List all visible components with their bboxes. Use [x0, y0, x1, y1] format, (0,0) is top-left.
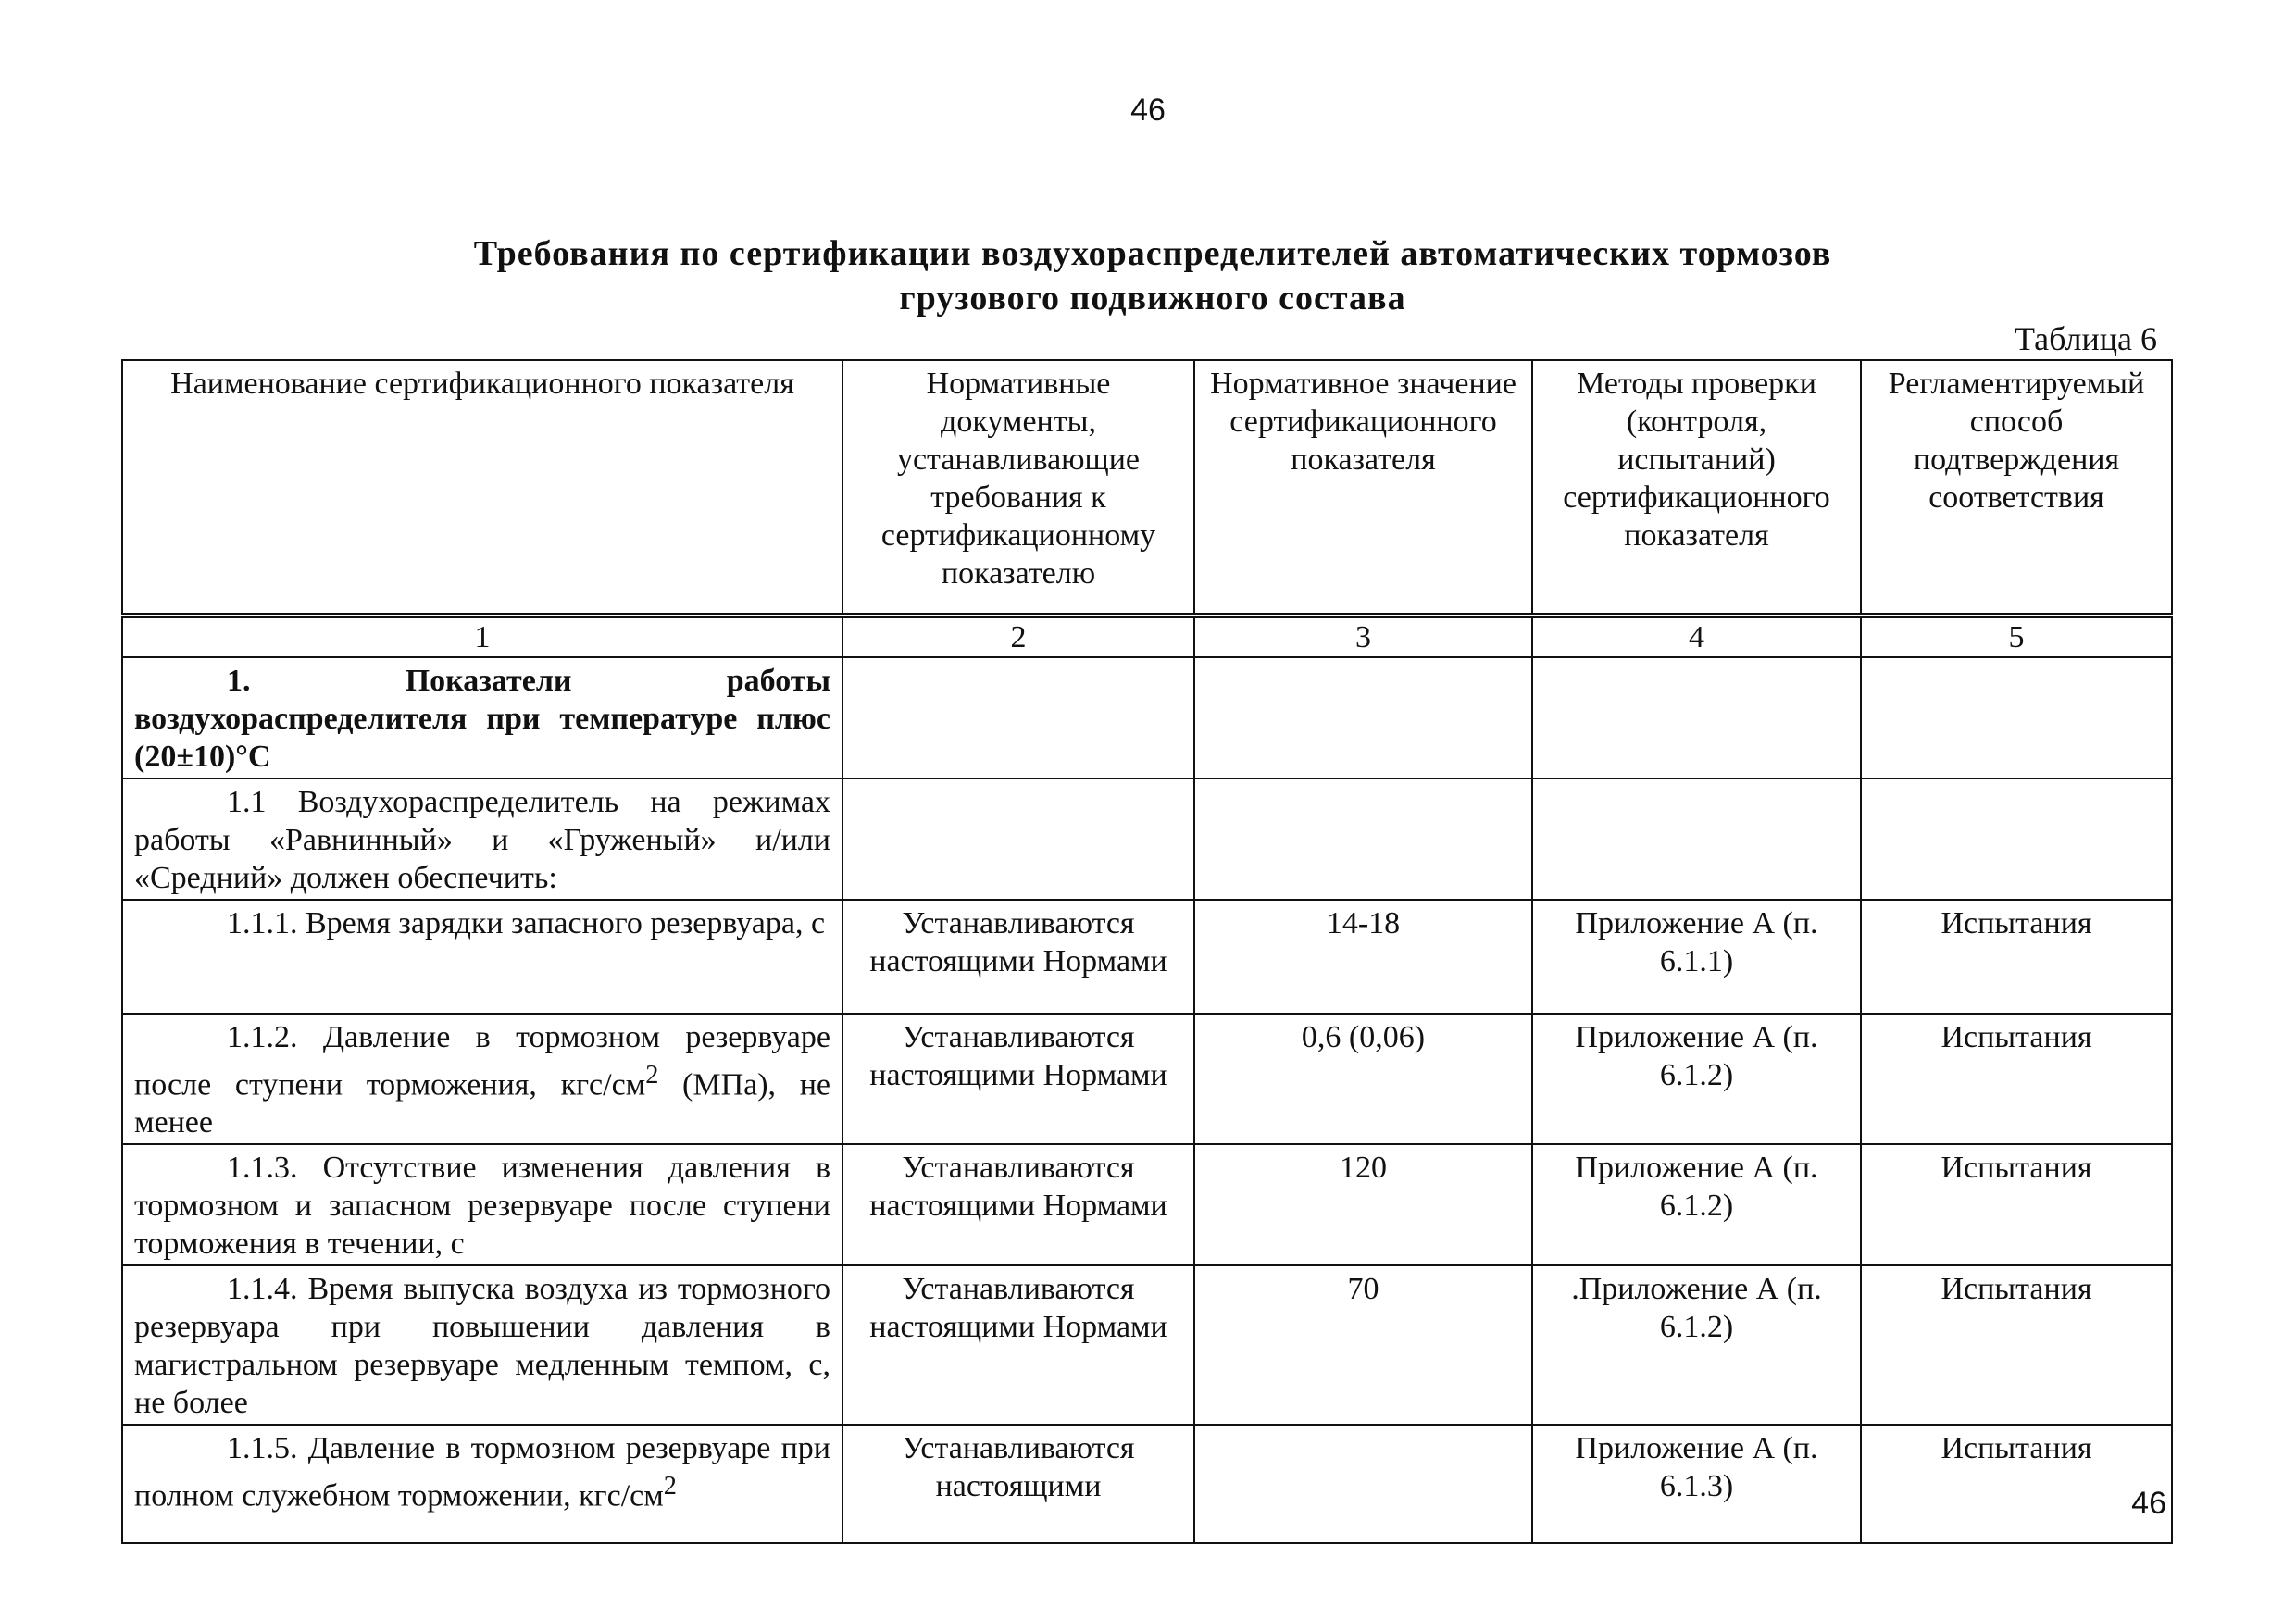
- empty-cell: [1861, 657, 2172, 778]
- value-cell: 70: [1194, 1265, 1532, 1425]
- intro-text: 1.1 Воздухораспределитель на режимах работы «Равнинный» и «Груженый» и/или «Средний» должен обеспечить:: [122, 778, 842, 900]
- empty-cell: [1532, 778, 1861, 900]
- page-number-top: 46: [1130, 93, 1166, 128]
- documents-cell: Устанавливаются настоящими: [842, 1425, 1194, 1543]
- empty-cell: [842, 657, 1194, 778]
- value-cell: 0,6 (0,06): [1194, 1014, 1532, 1144]
- column-number: 3: [1194, 616, 1532, 657]
- empty-cell: [1532, 657, 1861, 778]
- confirmation-cell: Испытания: [1861, 1265, 2172, 1425]
- column-number: 4: [1532, 616, 1861, 657]
- table-row: [122, 1265, 2172, 1425]
- indicator-cell: 1.1.2. Давление в тормозном резервуаре после ступени торможения, кгс/$см^2$ (МПа), не менее: [122, 1014, 842, 1144]
- table-row: [122, 1014, 2172, 1144]
- indicator-cell: 1.1.4. Время выпуска воздуха из тормозного резервуара при повышении давления в магистральном резервуаре медленным темпом, с, не более: [122, 1265, 842, 1425]
- table-row: [122, 1144, 2172, 1265]
- table-row: [122, 900, 2172, 1014]
- table-label: Таблица 6: [2015, 320, 2157, 357]
- value-cell: 120: [1194, 1144, 1532, 1265]
- method-cell: Приложение А (п. 6.1.1): [1532, 900, 1861, 1014]
- table-row: [122, 1425, 2172, 1543]
- title-line-1: Требования по сертификации воздухораспределителей автоматических тормозов: [473, 234, 1832, 273]
- title-line-2: грузового подвижного состава: [899, 279, 1406, 318]
- section-heading: 1. Показатели работы воздухораспределителя при температуре плюс (20±10)°С: [122, 657, 842, 778]
- header-indicator-name: Наименование сертификационного показателя: [122, 360, 842, 616]
- header-test-methods: Методы проверки (контроля, испытаний) сертификационного показателя: [1532, 360, 1861, 616]
- documents-cell: Устанавливаются настоящими Нормами: [842, 1265, 1194, 1425]
- empty-cell: [1861, 778, 2172, 900]
- documents-cell: Устанавливаются настоящими Нормами: [842, 1144, 1194, 1265]
- confirmation-cell: Испытания: [1861, 1425, 2172, 1543]
- header-confirmation-method: Регламентируемый способ подтверждения соответствия: [1861, 360, 2172, 616]
- documents-cell: Устанавливаются настоящими Нормами: [842, 900, 1194, 1014]
- header-normative-value: Нормативное значение сертификационного показателя: [1194, 360, 1532, 616]
- table-header-row: [122, 360, 2172, 616]
- page-number-bottom: 46: [2131, 1486, 2166, 1521]
- confirmation-cell: Испытания: [1861, 1144, 2172, 1265]
- header-normative-documents: Нормативные документы, устанавливающие требования к сертификационному показателю: [842, 360, 1194, 616]
- value-cell: [1194, 1425, 1532, 1543]
- indicator-cell: 1.1.1. Время зарядки запасного резервуара, с: [122, 900, 842, 1014]
- column-number: 1: [122, 616, 842, 657]
- document-title: [278, 231, 2028, 320]
- confirmation-cell: Испытания: [1861, 1014, 2172, 1144]
- method-cell: Приложение А (п. 6.1.3): [1532, 1425, 1861, 1543]
- indicator-cell: 1.1.5. Давление в тормозном резервуаре при полном служебном торможении, кгс/$см^2$: [122, 1425, 842, 1543]
- confirmation-cell: Испытания: [1861, 900, 2172, 1014]
- method-cell: Приложение А (п. 6.1.2): [1532, 1144, 1861, 1265]
- column-number: 2: [842, 616, 1194, 657]
- empty-cell: [1194, 657, 1532, 778]
- method-cell: Приложение А (п. 6.1.2): [1532, 1014, 1861, 1144]
- empty-cell: [1194, 778, 1532, 900]
- indicator-cell: 1.1.3. Отсутствие изменения давления в тормозном и запасном резервуаре после ступени торможения в течении, с: [122, 1144, 842, 1265]
- empty-cell: [842, 778, 1194, 900]
- method-cell: .Приложение А (п. 6.1.2): [1532, 1265, 1861, 1425]
- documents-cell: Устанавливаются настоящими Нормами: [842, 1014, 1194, 1144]
- certification-table: [121, 359, 2173, 1544]
- column-number-row: [122, 616, 2172, 657]
- intro-row: [122, 778, 2172, 900]
- column-number: 5: [1861, 616, 2172, 657]
- section-row: [122, 657, 2172, 778]
- value-cell: 14-18: [1194, 900, 1532, 1014]
